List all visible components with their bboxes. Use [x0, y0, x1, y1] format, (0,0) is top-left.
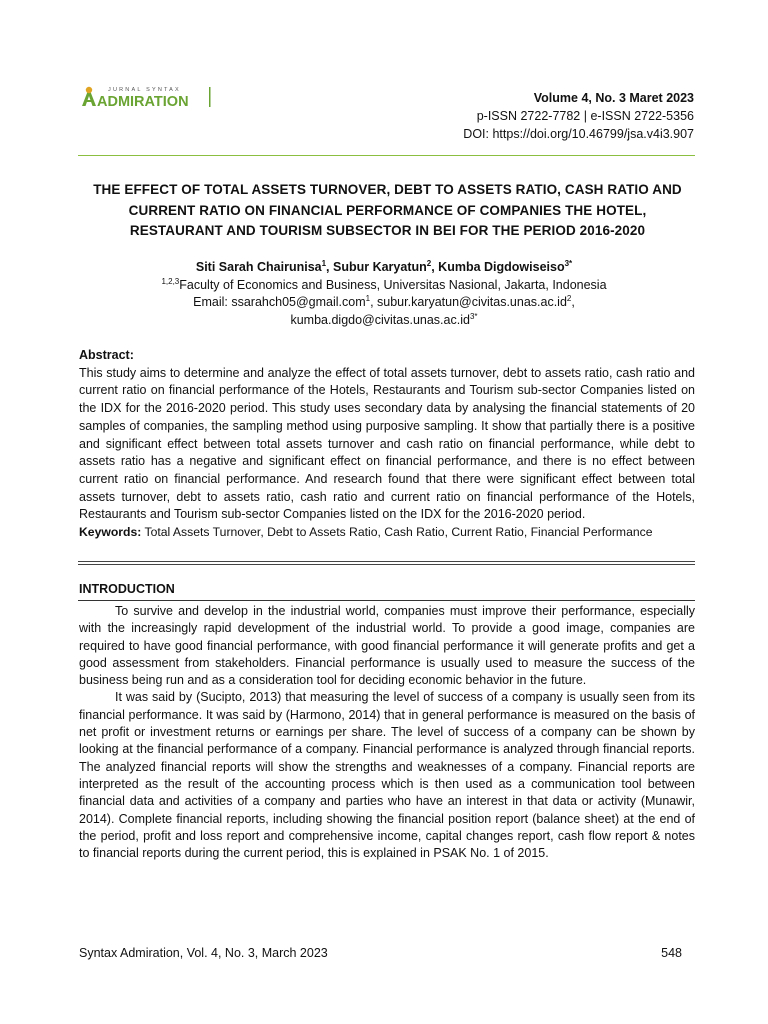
journal-logo [80, 84, 212, 112]
article-title: THE EFFECT OF TOTAL ASSETS TURNOVER, DEBT TO ASSETS RATIO, CASH RATIO AND CURRENT RATIO ON FINANCIAL PERFORMANCE OF COMPANIES THE HOTEL, RESTAURANT AND TOURISM SUBSECTOR IN BEI FOR THE PERIOD 2016-2020 [93, 182, 682, 238]
doi-link[interactable]: DOI: https://doi.org/10.46799/jsa.v4i3.907 [463, 127, 694, 141]
author-3-sup: 3* [564, 259, 573, 268]
introduction-heading: INTRODUCTION [79, 582, 175, 596]
affiliation-sup: 1,2,3 [161, 276, 180, 286]
page-number: 548 [661, 946, 682, 960]
affiliation [0, 277, 768, 295]
keywords-label: Keywords: [79, 525, 142, 540]
author-sep-1: , [326, 260, 333, 274]
author-sep-2: , [431, 260, 439, 274]
abstract-divider [78, 561, 695, 565]
author-block [0, 259, 768, 329]
issn-line: p-ISSN 2722-7782 | e-ISSN 2722-5356 [476, 109, 694, 123]
admiration-logo-icon [80, 84, 212, 112]
email-prefix: Email: [193, 295, 232, 309]
email-1-sup: 1 [365, 294, 371, 303]
email-2-tail: , [571, 295, 575, 309]
email-2-sup: 2 [566, 294, 572, 303]
abstract-text: This study aims to determine and analyze the effect of total assets turnover, debt to assets ratio, cash ratio and current ratio on financial performance of the Hotels, Restaurants and Tourism sub-sector Companies listed on the IDX for the 2016-2020 period. This study uses secondary data by analysing the financial statements of 20 samples of companies, the sampling method using purposive sampling. It show that partially there is a positive and significant effect between total assets turnover and cash ratio on financial performance, while debt to assets ratio has a negative and significant effect on financial performance, and there is no effect between current ratio on financial performance. And research found that there were significant effect between total assets turnover, debt to assets ratio, cash ratio and current ratio on financial performance of the Hotels, Restaurants and Tourism sub-sector Companies listed on the IDX for the 2016-2020 period. [79, 365, 695, 522]
email-line-1 [0, 294, 768, 312]
logo-top-text: JURNAL SYNTAX [108, 87, 181, 93]
journal-info [463, 89, 694, 143]
email-sep: , [370, 295, 378, 309]
email-3[interactable]: kumba.digdo@civitas.unas.ac.id [290, 312, 470, 327]
email-3-sup: 3* [469, 311, 478, 321]
keywords-line [79, 524, 695, 542]
email-1[interactable]: ssarahch05@gmail.com [231, 295, 366, 309]
introduction-divider [78, 600, 695, 601]
email-line-2 [0, 312, 768, 330]
author-2: Subur Karyatun [333, 260, 427, 274]
keywords-text: Total Assets Turnover, Debt to Assets Ratio, Cash Ratio, Current Ratio, Financial Performance [141, 525, 653, 540]
footer-journal: Syntax Admiration, Vol. 4, No. 3, March 2023 [79, 946, 328, 960]
volume-issue: Volume 4, No. 3 Maret 2023 [533, 91, 694, 105]
abstract-section [79, 347, 695, 542]
introduction-body [79, 603, 695, 862]
email-2[interactable]: subur.karyatun@civitas.unas.ac.id [377, 295, 567, 309]
author-names [0, 259, 768, 277]
intro-paragraph-2: It was said by (Sucipto, 2013) that measuring the level of success of a company is usually seen from its financial performance. It was said by (Harmono, 2014) that in general performance is measured on the basis of net profit or investment returns or earnings per share. The level of success of a company can be shown by looking at the financial performance of a company. Financial performance is analyzed through financial reports. The analyzed financial reports will show the strengths and weaknesses of a company. Financial reports are interpreted as the result of the accounting process which is then used as a communication tool between financial data and activities of a company and parties who have an interest in that data or activity (Munawir, 2014). Complete financial reports, including showing the financial position report (balance sheet) at the end of the period, profit and loss report and comprehensive income, capital changes report, cash flow report & notes to financial reports during the current period, this is explained in PSAK No. 1 of 2015. [79, 690, 695, 861]
logo-main-text: ADMIRATION [97, 94, 189, 110]
affiliation-text: Faculty of Economics and Business, Universitas Nasional, Jakarta, Indonesia [179, 277, 607, 292]
author-2-sup: 2 [426, 259, 432, 268]
author-1-sup: 1 [321, 259, 327, 268]
header-divider [78, 155, 695, 156]
author-1: Siti Sarah Chairunisa [195, 260, 322, 274]
author-3: Kumba Digdowiseiso [438, 260, 565, 274]
abstract-label: Abstract: [79, 348, 134, 362]
intro-paragraph-1: To survive and develop in the industrial world, companies must improve their performance, especially with the increasingly rapid development of the industrial world. To provide a good image, companies are required to have good financial performance, with good financial performance it will generate profits and get a good assessment from stakeholders. Financial performance is usually used to measure the success of the business being run and as a consideration tool for deciding economic behavior in the future. [79, 604, 695, 688]
